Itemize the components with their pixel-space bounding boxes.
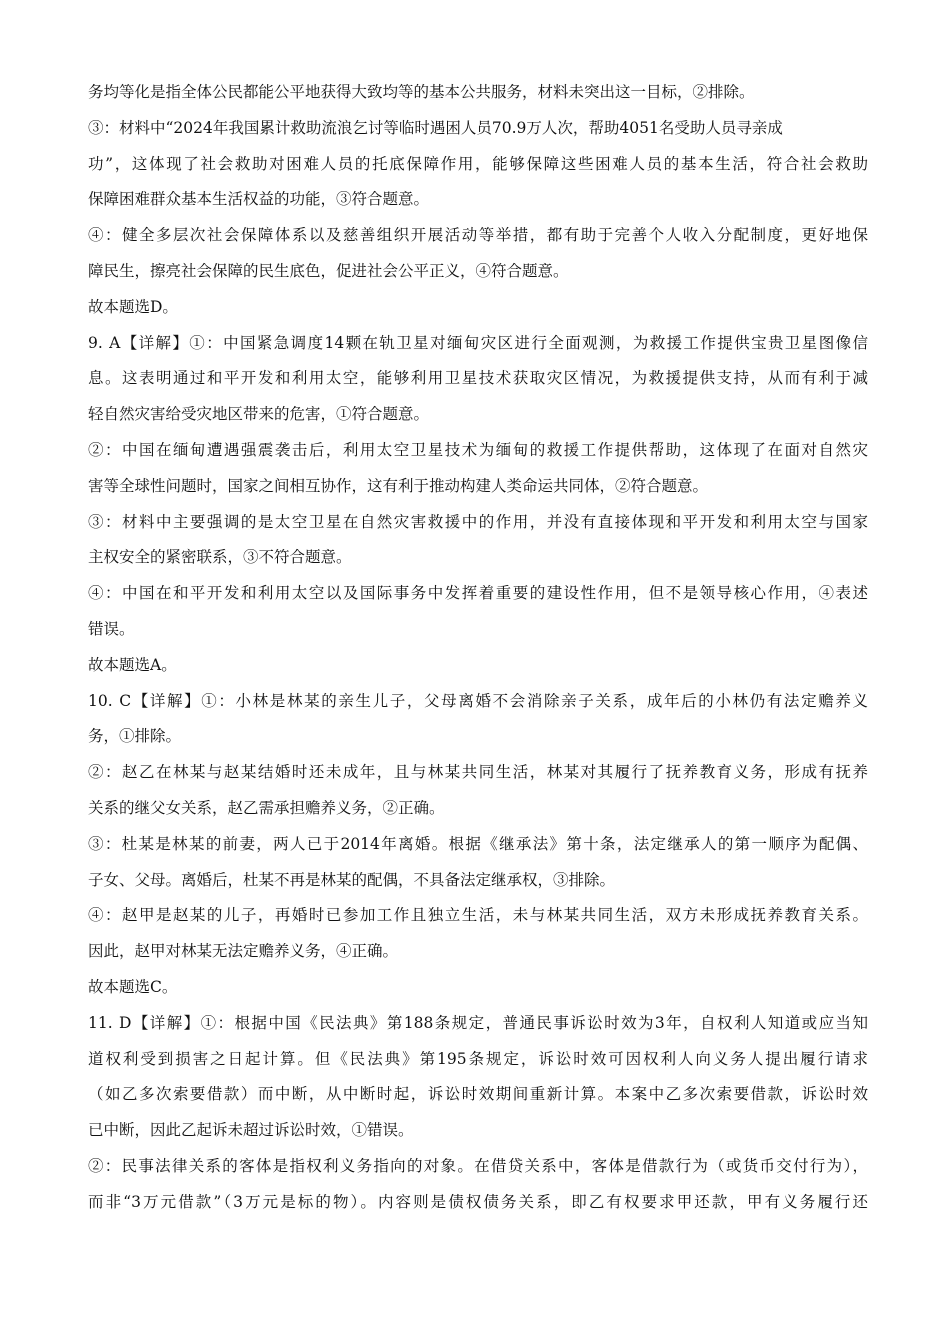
text-line-25: 因此，赵甲对林某无法定赡养义务，④正确。 (88, 942, 399, 961)
text-line-13: ③：材料中主要强调的是太空卫星在自然灾害救援中的作用，并没有直接体现和平开发和利用太空与国家 (88, 512, 868, 531)
text-line-4: 保障困难群众基本生活权益的功能，③符合题意。 (88, 190, 430, 209)
text-line-6: 障民生，擦亮社会保障的民生底色，促进社会公平正义，④符合题意。 (88, 261, 569, 280)
text-line-19: 务，①排除。 (88, 727, 182, 746)
text-line-24: ④：赵甲是赵某的儿子，再婚时已参加工作且独立生活，未与林某共同生活，双方未形成抚养教育关系。 (88, 906, 868, 925)
text-line-5: ④：健全多层次社会保障体系以及慈善组织开展活动等举措，都有助于完善个人收入分配制度，更好地保 (88, 226, 868, 245)
text-line-31: ②：民事法律关系的客体是指权利义务指向的对象。在借贷关系中，客体是借款行为（或货币交付行为）， (88, 1156, 868, 1175)
text-line-3: 功”，这体现了社会救助对困难人员的托底保障作用，能够保障这些困难人员的基本生活，符合社会救助 (88, 154, 868, 173)
text-line-30: 已中断，因此乙起诉未超过诉讼时效，①错误。 (88, 1121, 414, 1140)
answer-line-9: 故本题选A。 (88, 655, 177, 674)
text-line-10: 轻自然灾害给受灾地区带来的危害，①符合题意。 (88, 405, 430, 424)
answer-line-10: 故本题选C。 (88, 977, 178, 996)
text-line-2: ③：材料中“2024年我国累计救助流浪乞讨等临时遇困人员70.9万人次，帮助4051名受助人员寻亲成 (88, 118, 783, 137)
text-line-32: 而非“3万元借款”（3万元是标的物）。内容则是债权债务关系，即乙有权要求甲还款，甲有义务履行还 (88, 1192, 868, 1211)
text-line-23: 子女、父母。离婚后，杜某不再是林某的配偶，不具备法定继承权，③排除。 (88, 870, 616, 889)
text-line-20: ②：赵乙在林某与赵某结婚时还未成年，且与林某共同生活，林某对其履行了抚养教育义务，形成有抚养 (88, 763, 868, 782)
text-line-9: 息。这表明通过和平开发和利用太空，能够利用卫星技术获取灾区情况，为救援提供支持，从而有利于减 (88, 369, 868, 388)
text-line-11: ②：中国在缅甸遭遇强震袭击后，利用太空卫星技术为缅甸的救援工作提供帮助，这体现了在面对自然灾 (88, 440, 868, 459)
text-line-21: 关系的继父女关系，赵乙需承担赡养义务，②正确。 (88, 798, 445, 817)
document-page (88, 76, 868, 1222)
text-line-28: 道权利受到损害之日起计算。但《民法典》第195条规定，诉讼时效可因权利人向义务人提出履行请求 (88, 1049, 868, 1068)
text-line-29: （如乙多次索要借款）而中断，从中断时起，诉讼时效期间重新计算。本案中乙多次索要借款，诉讼时效 (88, 1085, 868, 1104)
text-line-14: 主权安全的紧密联系，③不符合题意。 (88, 548, 352, 567)
text-line-1: 务均等化是指全体公民都能公平地获得大致均等的基本公共服务，材料未突出这一目标，②排除。 (88, 83, 755, 101)
text-line-15: ④：中国在和平开发和利用太空以及国际事务中发挥着重要的建设性作用，但不是领导核心作用，④表述 (88, 584, 868, 603)
answer-line-8: 故本题选D。 (88, 297, 178, 316)
text-line-16: 错误。 (88, 619, 135, 638)
question-10-heading: 10. C【详解】①：小林是林某的亲生儿子，父母离婚不会消除亲子关系，成年后的小林仍有法定赡养义 (88, 691, 868, 710)
text-line-22: ③：杜某是林某的前妻，两人已于2014年离婚。根据《继承法》第十条，法定继承人的第一顺序为配偶、 (88, 834, 868, 853)
question-9-heading: 9. A【详解】①：中国紧急调度14颗在轨卫星对缅甸灾区进行全面观测，为救援工作提供宝贵卫星图像信 (88, 333, 868, 352)
text-line-12: 害等全球性问题时，国家之间相互协作，这有利于推动构建人类命运共同体，②符合题意。 (88, 476, 709, 495)
question-11-heading: 11. D【详解】①：根据中国《民法典》第188条规定，普通民事诉讼时效为3年，自权利人知道或应当知 (88, 1013, 868, 1032)
